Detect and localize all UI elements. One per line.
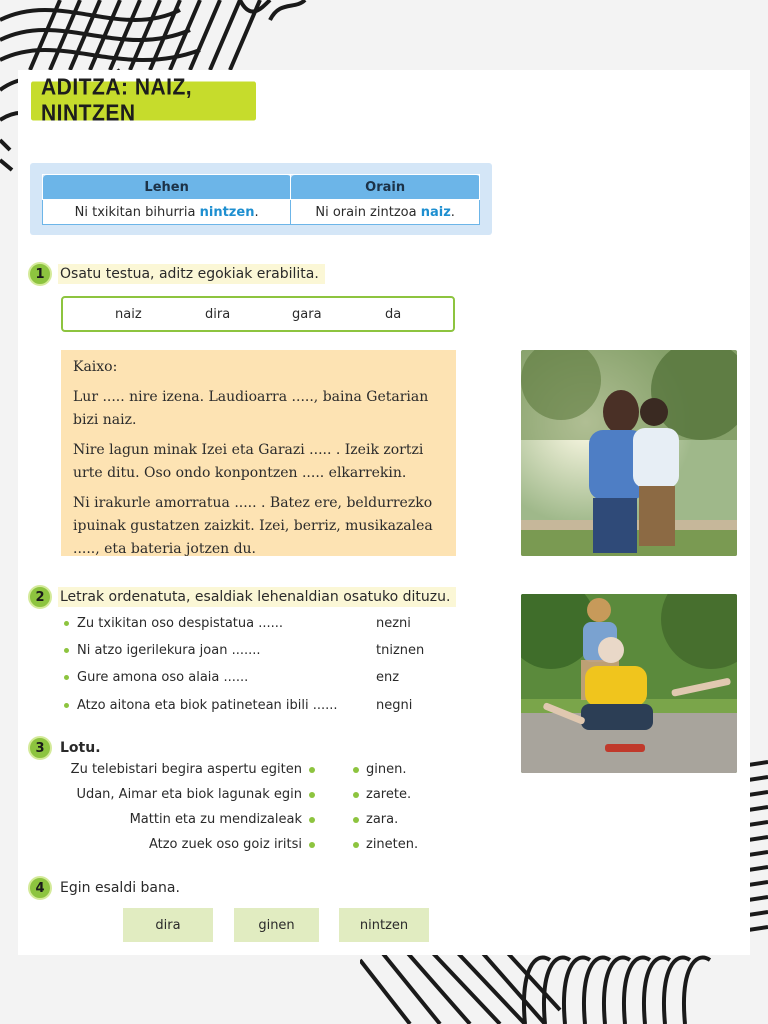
past-example xyxy=(43,200,291,225)
letter-paragraph: Nire lagun minak Izei eta Garazi ..... . Izeik zortzi urte ditu. Oso ondo konpontzen ..... elkarrekin. xyxy=(73,442,424,481)
verb-chip: ginen xyxy=(234,908,319,942)
present-example xyxy=(291,200,480,225)
sentence-text: Gure amona oso alaia ...... xyxy=(77,670,249,685)
decorative-lines-bottom xyxy=(360,950,720,1024)
exercise-1-heading xyxy=(28,262,325,286)
exercise-3-heading xyxy=(28,736,107,760)
present-period: . xyxy=(450,204,455,220)
letter-text-box xyxy=(61,350,456,556)
match-dot-right[interactable] xyxy=(353,767,359,773)
bullet-icon xyxy=(64,621,69,626)
present-example-text: Ni orain zintzoa xyxy=(315,204,421,220)
sentence-row xyxy=(64,616,283,631)
sentence-row xyxy=(64,643,261,658)
sentence-row xyxy=(64,670,248,685)
match-left-item: Zu telebistari begira aspertu egiten xyxy=(70,762,302,777)
exercise-4-heading xyxy=(28,876,186,900)
word-bank-item: da xyxy=(385,307,402,322)
past-verb: nintzen xyxy=(199,204,255,220)
exercise-instruction: Letrak ordenatuta, esaldiak lehenaldian osatuko dituzu. xyxy=(58,587,456,607)
exercise-number-badge: 1 xyxy=(28,262,52,286)
match-right-item: ginen. xyxy=(366,762,407,777)
word-bank-item: naiz xyxy=(115,307,142,322)
verb-chip: dira xyxy=(123,908,213,942)
bullet-icon xyxy=(64,648,69,653)
exercise-instruction: Egin esaldi bana. xyxy=(60,880,180,896)
match-left-item: Mattin eta zu mendizaleak xyxy=(129,812,302,827)
match-dot-right[interactable] xyxy=(353,792,359,798)
scrambled-word: nezni xyxy=(376,616,411,631)
present-verb: naiz xyxy=(420,204,451,220)
match-left-item: Atzo zuek oso goiz iritsi xyxy=(148,837,302,852)
grammar-table-box xyxy=(30,163,492,235)
exercise-number-badge: 2 xyxy=(28,585,52,609)
match-left-item: Udan, Aimar eta biok lagunak egin xyxy=(76,787,302,802)
scrambled-word: negni xyxy=(376,698,413,713)
scrambled-word: enz xyxy=(376,670,400,685)
sentence-text: Atzo aitona eta biok patinetean ibili ...... xyxy=(77,698,338,713)
bullet-icon xyxy=(64,675,69,680)
match-dot-left[interactable] xyxy=(309,767,315,773)
exercise-2-heading xyxy=(28,585,456,609)
letter-paragraph: Lur ..... nire izena. Laudioarra ....., baina Getarian bizi naiz. xyxy=(73,389,429,428)
match-dot-left[interactable] xyxy=(309,792,315,798)
sentence-text: Ni atzo igerilekura joan ....... xyxy=(77,643,261,658)
past-period: . xyxy=(254,204,259,220)
sentence-text: Zu txikitan oso despistatua ...... xyxy=(77,616,284,631)
match-dot-left[interactable] xyxy=(309,842,315,848)
match-dot-left[interactable] xyxy=(309,817,315,823)
column-header-present: Orain xyxy=(291,175,480,200)
worksheet-page xyxy=(18,70,750,955)
page-title: ADITZA: NAIZ, NINTZEN xyxy=(31,82,256,121)
scrambled-word: tniznen xyxy=(376,643,425,658)
match-right-item: zarete. xyxy=(366,787,412,802)
letter-greeting: Kaixo: xyxy=(73,359,118,375)
match-right-item: zineten. xyxy=(366,837,419,852)
exercise-instruction: Osatu testua, aditz egokiak erabilita. xyxy=(58,264,325,284)
word-bank xyxy=(61,296,455,332)
bullet-icon xyxy=(64,703,69,708)
verb-chip: nintzen xyxy=(339,908,429,942)
exercise-number-badge: 3 xyxy=(28,736,52,760)
word-bank-item: gara xyxy=(292,307,322,322)
match-dot-right[interactable] xyxy=(353,842,359,848)
photo-grandfather-skateboard xyxy=(521,594,737,773)
exercise-instruction: Lotu. xyxy=(60,740,101,756)
grammar-table xyxy=(42,174,480,225)
column-header-past: Lehen xyxy=(43,175,291,200)
photo-children-park xyxy=(521,350,737,556)
decorative-lines-right xyxy=(748,760,768,960)
letter-paragraph: Ni irakurle amorratua ..... . Batez ere, beldurrezko ipuinak gustatzen zaizkit. Izei, berriz, musikazalea ....., eta bateria jotzen du. xyxy=(73,495,433,557)
match-dot-right[interactable] xyxy=(353,817,359,823)
match-right-item: zara. xyxy=(366,812,399,827)
exercise-number-badge: 4 xyxy=(28,876,52,900)
sentence-row xyxy=(64,698,338,713)
word-bank-item: dira xyxy=(205,307,231,322)
past-example-text: Ni txikitan bihurria xyxy=(74,204,200,220)
